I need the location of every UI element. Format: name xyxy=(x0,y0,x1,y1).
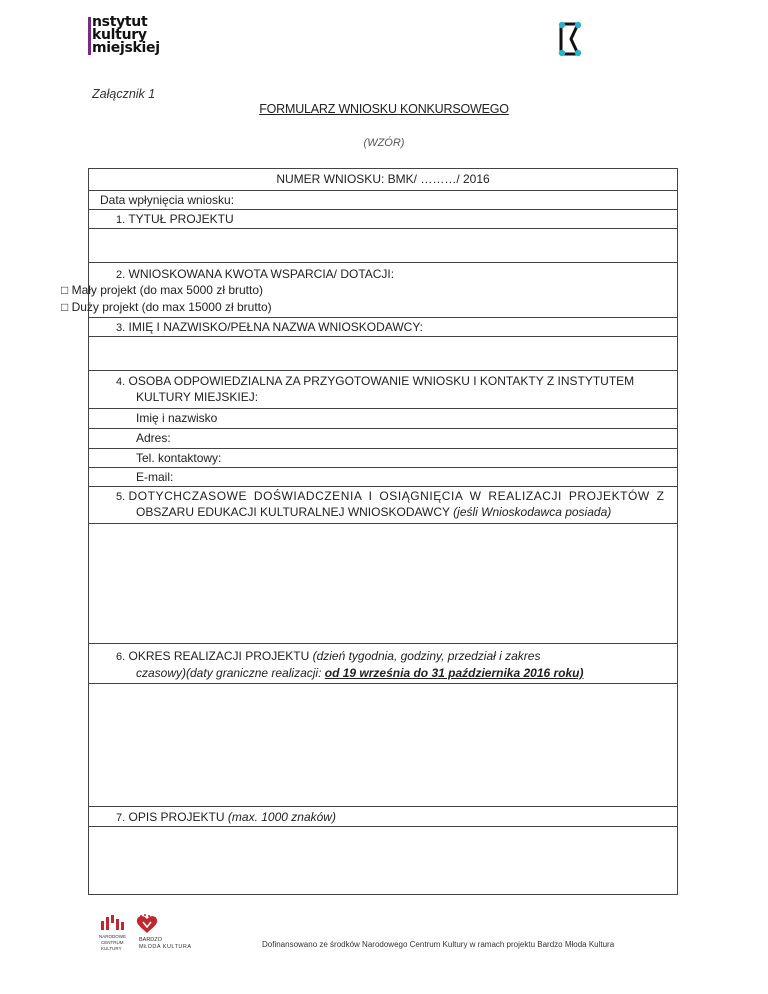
contact-address-label: Adres: xyxy=(136,431,171,445)
row-number xyxy=(89,169,677,191)
section-7-header xyxy=(89,807,677,827)
section-4-label-line1: OSOBA ODPOWIEDZIALNA ZA PRZYGOTOWANIE WNIOSKU I KONTAKTY Z INSTYTUTEM xyxy=(128,374,635,388)
section-3-label: IMIĘ I NAZWISKO/PEŁNA NAZWA WNIOSKODAWCY: xyxy=(128,320,424,334)
logo-line-1: nstytut xyxy=(92,14,148,30)
contact-email-field[interactable] xyxy=(89,468,677,487)
logo-accent-bar xyxy=(88,17,91,55)
logo-line-3: miejskiej xyxy=(92,40,160,56)
section-2-label: WNIOSKOWANA KWOTA WSPARCIA/ DOTACJI: xyxy=(128,267,395,281)
ikm-logo xyxy=(92,16,160,55)
contact-phone-label: Tel. kontaktowy: xyxy=(136,451,222,465)
brand-icon xyxy=(556,20,592,58)
funding-note: Dofinansowano ze środków Narodowego Centrum Kultury w ramach projektu Bardzo Młoda Kultura xyxy=(262,940,615,949)
section-5-note: (jeśli Wnioskodawca posiada) xyxy=(453,505,612,519)
section-3-number: 3. xyxy=(116,322,126,334)
applicant-name-field[interactable] xyxy=(89,337,677,371)
bmk-logo-line-2: MŁODA KULTURA xyxy=(139,944,192,950)
contact-name-label: Imię i nazwisko xyxy=(136,411,218,425)
section-1-header xyxy=(89,210,677,229)
section-4-number: 4. xyxy=(116,376,126,388)
form-title: FORMULARZ WNIOSKU KONKURSOWEGO xyxy=(259,102,509,116)
section-2 xyxy=(61,263,677,318)
section-5-label-line1: DOTYCHCZASOWE DOŚWIADCZENIA I OSIĄGNIĘCIA W REALIZACJI PROJEKTÓW Z xyxy=(128,489,665,503)
section-3-header xyxy=(89,318,677,337)
date-received-label: Data wpłynięcia wniosku: xyxy=(100,193,235,207)
heart-icon xyxy=(137,916,157,933)
bmk-logo-line-1: BARDZO xyxy=(139,937,162,943)
nck-logo-icon xyxy=(101,915,124,930)
application-number: NUMER WNIOSKU: BMK/ ………/ 2016 xyxy=(276,172,490,186)
period-field[interactable] xyxy=(89,684,677,807)
contact-name-field[interactable] xyxy=(89,409,677,429)
section-7-note: (max. 1000 znaków) xyxy=(227,810,336,824)
section-1-label: TYTUŁ PROJEKTU xyxy=(128,212,234,226)
section-6-note2: czasowy)(daty graniczne realizacji: xyxy=(136,666,322,680)
section-4-label-line2: KULTURY MIEJSKIEJ: xyxy=(136,390,259,404)
nck-logo-line-3: KULTURY xyxy=(101,946,122,951)
section-6-number: 6. xyxy=(116,651,126,663)
small-project-checkbox[interactable]: □ Mały projekt (do max 5000 zł brutto) xyxy=(61,283,263,297)
section-4-header xyxy=(89,371,677,409)
logo-line-2: kultury xyxy=(92,27,147,43)
section-5-header xyxy=(89,487,677,524)
experience-field[interactable] xyxy=(89,524,677,644)
application-form xyxy=(61,168,678,895)
section-2-number: 2. xyxy=(116,269,126,281)
stars-icon xyxy=(140,914,150,917)
large-project-checkbox[interactable]: □ Duży projekt (do max 15000 zł brutto) xyxy=(61,300,272,314)
contact-phone-field[interactable] xyxy=(89,449,677,468)
section-7-number: 7. xyxy=(116,812,126,824)
footer-logos xyxy=(99,913,219,957)
contact-address-field[interactable] xyxy=(89,429,677,449)
section-1-number: 1. xyxy=(116,214,126,226)
section-5-label-line2: OBSZARU EDUKACJI KULTURALNEJ WNIOSKODAWCY xyxy=(136,505,450,519)
section-6-label: OKRES REALIZACJI PROJEKTU xyxy=(128,649,310,663)
section-6-dates: od 19 września do 31 października 2016 roku) xyxy=(324,666,584,680)
nck-logo-line-1: NARODOWE xyxy=(99,934,126,939)
annex-label: Załącznik 1 xyxy=(92,87,156,101)
row-date xyxy=(89,191,677,210)
nck-logo-line-2: CENTRUM xyxy=(101,940,124,945)
form-subtitle: (WZÓR) xyxy=(363,137,405,149)
section-6-note1: (dzień tygodnia, godziny, przedział i zakres xyxy=(312,649,541,663)
description-field[interactable] xyxy=(89,827,677,894)
project-title-field[interactable] xyxy=(89,229,677,263)
section-6-header xyxy=(89,644,677,684)
section-7-label: OPIS PROJEKTU xyxy=(128,810,225,824)
section-5-number: 5. xyxy=(116,491,126,503)
contact-email-label: E-mail: xyxy=(136,470,174,484)
